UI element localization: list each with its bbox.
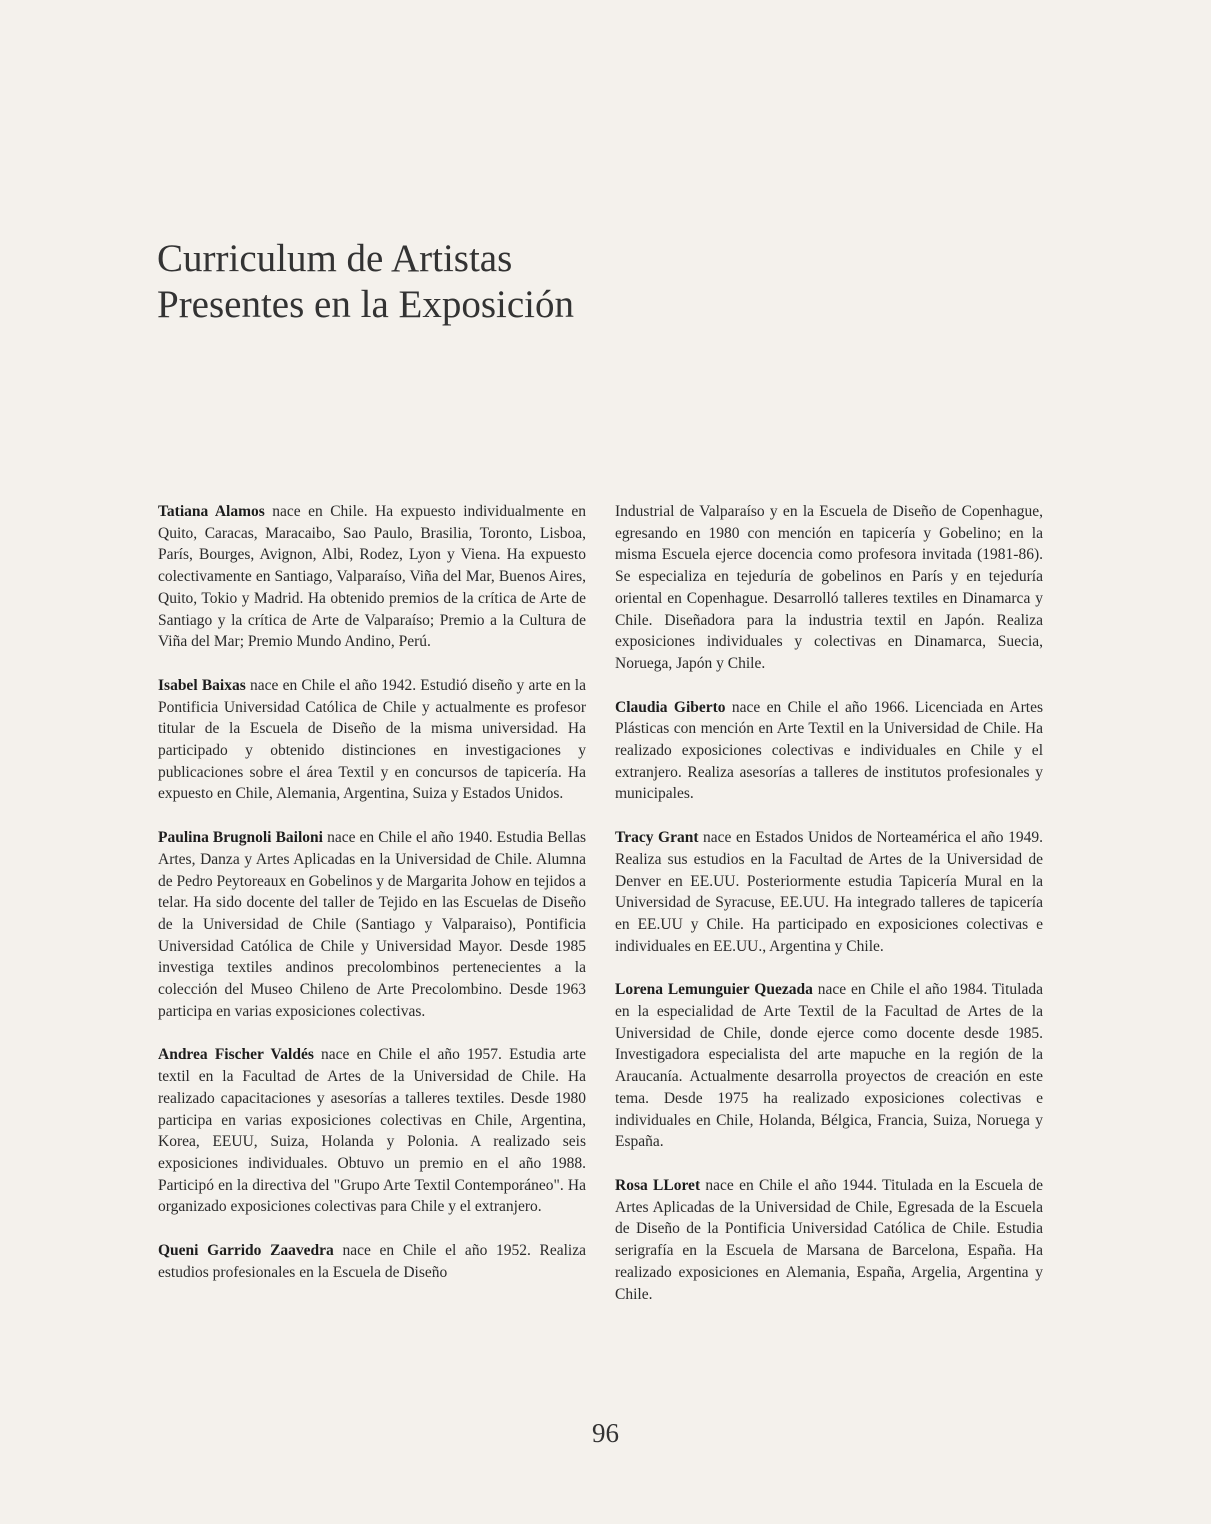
artist-bio: nace en Chile el año 1940. Estudia Bellas Artes, Danza y Artes Aplicadas en la Universidad de Chile. Alumna de Pedro Peytoreaux en Gobelinos y de Margarita Johow en tejidos a telar. Ha sido docente del taller de Tejido en las Escuelas de Diseño de la Universidad de Chile (Santiago y Valparaiso), Pontificia Universidad Católica de Chile y Universidad Mayor. Desde 1985 investiga textiles andinos precolombinos pertenecientes a la colección del Museo Chileno de Arte Precolombino. Desde 1963 participa en varias exposiciones colectivas. [158,829,587,1020]
artist-entry [158,1240,586,1283]
artist-bio: nace en Chile el año 1984. Titulada en la especialidad de Arte Textil de la Facultad de Artes de la Universidad de Chile, donde ejerce como docente desde 1985. Investigadora especialista del arte mapuche en la región de la Araucanía. Actualmente desarrolla proyectos de creación en este tema. Desde 1975 ha realizado exposiciones colectivas e individuales en Chile, Holanda, Bélgica, Francia, Suiza, Noruega y España. [615,981,1043,1151]
artist-entry [158,1044,586,1218]
artist-bio: nace en Estados Unidos de Norteamérica el año 1949. Realiza sus estudios en la Facultad de Artes de la Universidad de Denver en EE.UU. Posteriormente estudia Tapicería Mural en la Universidad de Syracuse, EE.UU. Ha integrado talleres de tapicería en EE.UU y Chile. Ha participado en exposiciones colectivas e individuales en EE.UU., Argentina y Chile. [615,829,1043,955]
artist-bio: nace en Chile. Ha expuesto individualmente en Quito, Caracas, Maracaibo, Sao Paulo, Brasilia, Toronto, Lisboa, París, Bourges, Avignon, Albi, Rodez, Lyon y Viena. Ha expuesto colectivamente en Santiago, Valparaíso, Viña del Mar, Buenos Aires, Quito, Tokio y Madrid. Ha obtenido premios de la crítica de Arte de Santiago y la crítica de Arte de Valparaíso; Premio a la Cultura de Viña del Mar; Premio Mundo Andino, Perú. [158,503,587,651]
page-number: 96 [592,1418,619,1448]
artist-name: Claudia Giberto [615,698,726,716]
artist-bio: nace en Chile el año 1944. Titulada en la Escuela de Artes Aplicadas de la Universidad de Chile, Egresada de la Escuela de Diseño de la Pontificia Universidad Católica de Chile. Estudia serigrafía en la Escuela de Marsana de Barcelona, España. Ha realizado exposiciones en Alemania, España, Argelia, Argentina y Chile. [615,1176,1043,1303]
artist-entry [615,979,1043,1153]
artist-entry [158,501,586,653]
left-column [158,501,586,1306]
artist-name: Isabel Baixas [158,676,246,694]
artist-entry [615,827,1043,957]
artist-name: Andrea Fischer Valdés [158,1046,314,1064]
page-title [157,236,857,328]
artist-name: Queni Garrido Zaavedra [158,1242,334,1260]
title-line-2: Presentes en la Exposición [157,283,574,326]
artist-bio: nace en Chile el año 1952. Realiza estudios profesionales en la Escuela de Diseño [158,1242,586,1281]
title-line-1: Curriculum de Artistas [157,237,513,280]
artist-entry [158,827,586,1022]
artist-bio: nace en Chile el año 1957. Estudia arte textil en la Facultad de Artes de la Universidad de Chile. Ha realizado capacitaciones y asesorías a talleres textiles. Desde 1980 participa en varias exposiciones colectivas en Chile, Argentina, Korea, EEUU, Suiza, Holanda y Polonia. A realizado seis exposiciones individuales. Obtuvo un premio en el año 1988. Participó en la directiva del "Grupo Arte Textil Contemporáneo". Ha organizado exposiciones colectivas para Chile y el extranjero. [158,1046,586,1216]
artist-entry [158,675,586,805]
artist-bio: nace en Chile el año 1942. Estudió diseño y arte en la Pontificia Universidad Católica de Chile y actualmente es profesor titular de la Escuela de Diseño de la misma universidad. Ha participado y obtenido distinciones en investigaciones y publicaciones sobre el área Textil y en concursos de tapicería. Ha expuesto en Chile, Alemania, Argentina, Suiza y Estados Unidos. [158,676,586,803]
artist-entry [615,1175,1043,1305]
artist-bio: nace en Chile el año 1966. Licenciada en Artes Plásticas con mención en Arte Textil en la Universidad de Chile. Ha realizado exposiciones colectivas e individuales en Chile y el extranjero. Realiza asesorías a talleres de institutos profesionales y municipales. [615,698,1043,803]
artist-name: Paulina Brugnoli Bailoni [158,829,323,847]
artist-name: Lorena Lemunguier Quezada [615,981,813,999]
artist-name: Tatiana Alamos [158,503,265,520]
artist-name: Rosa LLoret [615,1176,701,1194]
right-column [615,501,1043,1327]
continued-text: Industrial de Valparaíso y en la Escuela de Diseño de Copenhague, egresando en 1980 con mención en tapicería y Gobelino; en la misma Escuela ejerce docencia como profesora invitada (1981-86). Se especializa en tejeduría de gobelinos en París y en tejeduría oriental en Copenhague. Desarrolló talleres textiles en Dinamarca y Chile. Diseñadora para la industria textil en Japón. Realiza exposiciones individuales y colectivas en Dinamarca, Suecia, Noruega, Japón y Chile. [615,503,1043,672]
artist-entry [615,697,1043,806]
artist-name: Tracy Grant [615,829,699,847]
